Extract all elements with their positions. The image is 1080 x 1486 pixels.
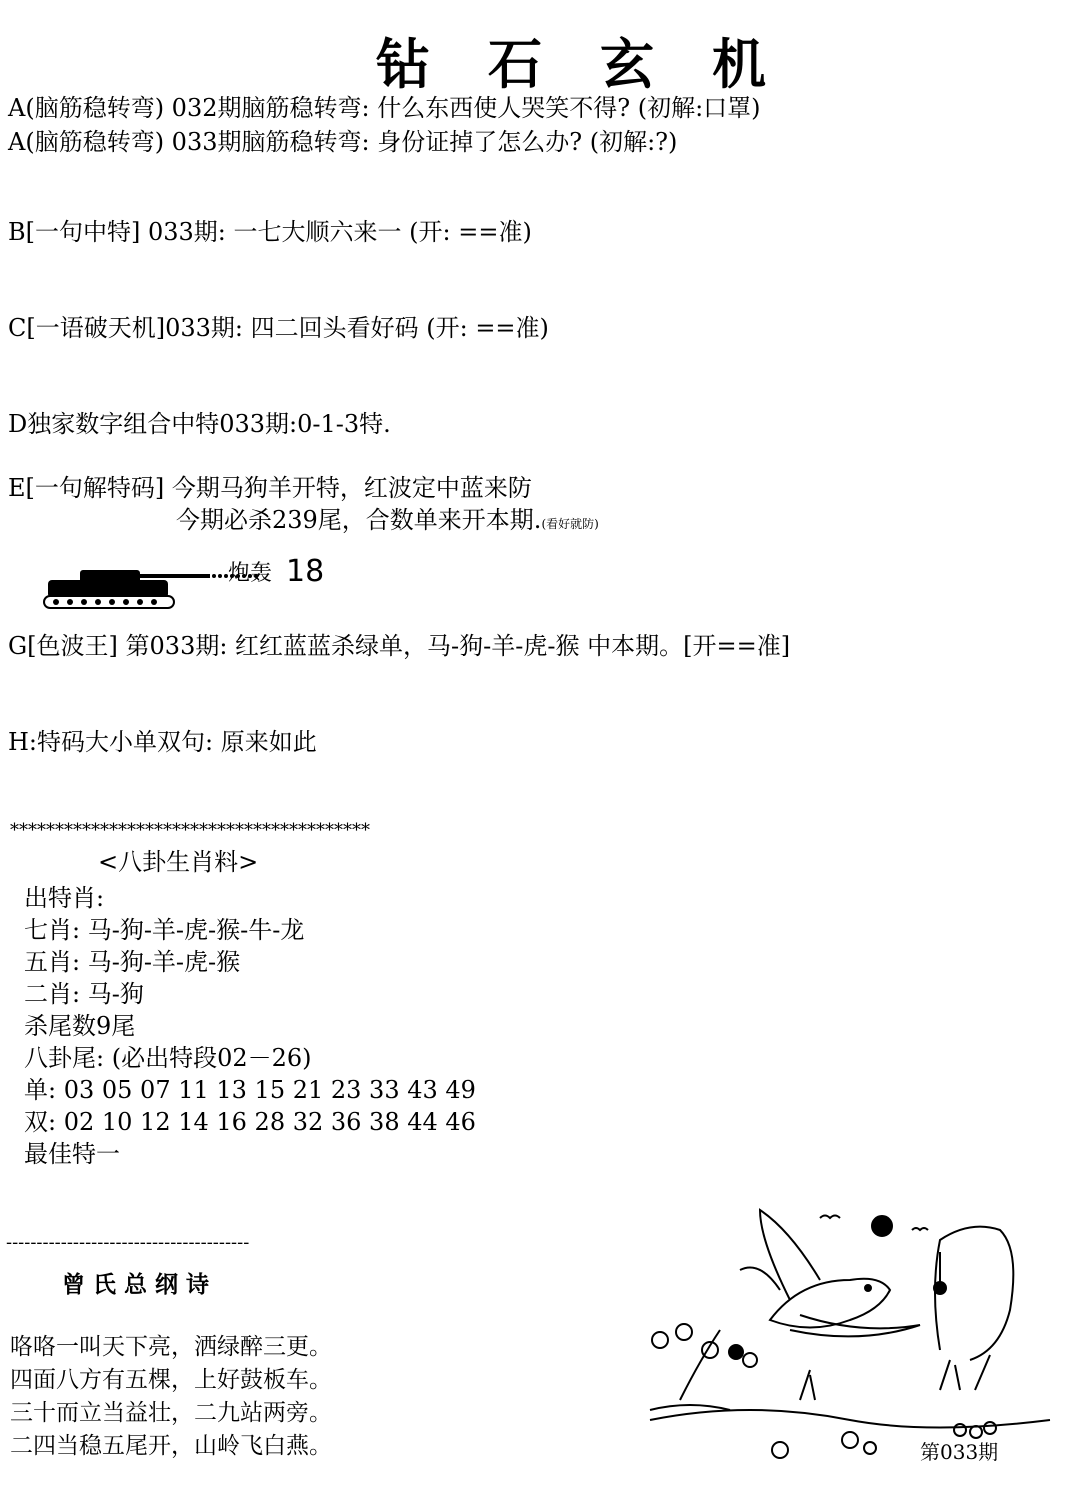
bagua-line-7: 单: 03 05 07 11 13 15 21 23 33 43 49 <box>24 1076 476 1104</box>
bagua-line-8: 双: 02 10 12 14 16 28 32 36 38 44 46 <box>24 1108 476 1136</box>
dash-divider: ---------------------------------------- <box>6 1232 250 1253</box>
page-title: 钻石玄机 <box>376 32 824 96</box>
poem-line-1: 咯咯一叫天下亮，洒绿醉三更。 <box>10 1334 332 1360</box>
section-e-note: (看好就防) <box>541 517 599 531</box>
bagua-line-2: 七肖: 马-狗-羊-虎-猴-牛-龙 <box>24 916 305 944</box>
section-b: B[一句中特] 033期: 一七大顺六来一 (开: ==准) <box>8 218 532 246</box>
bagua-line-9: 最佳特一 <box>24 1140 120 1168</box>
section-h: H:特码大小单双句: 原来如此 <box>8 728 317 756</box>
section-e-line-2-text: 今期必杀239尾，合数单来开本期. <box>176 506 542 534</box>
section-c: C[一语破天机]033期: 四二回头看好码 (开: ==准) <box>8 314 549 342</box>
section-g: G[色波王] 第033期: 红红蓝蓝杀绿单，马-狗-羊-虎-猴 中本期。[开==准] <box>8 632 791 660</box>
bagua-line-1: 出特肖: <box>24 884 105 912</box>
poem-line-2: 四面八方有五棵，上好鼓板车。 <box>10 1367 332 1393</box>
issue-label: 第033期 <box>920 1440 999 1464</box>
bagua-line-4: 二肖: 马-狗 <box>24 980 144 1008</box>
poem-line-3: 三十而立当益壮，二九站两旁。 <box>10 1400 332 1426</box>
section-a-line-2: A(脑筋稳转弯) 033期脑筋稳转弯: 身份证掉了怎么办? (初解:?) <box>8 128 678 156</box>
stars-divider: **************************************** <box>10 820 370 841</box>
poem-line-4: 二四当稳五尾开，山岭飞白燕。 <box>10 1433 332 1459</box>
bagua-line-6: 八卦尾: (必出特段02－26) <box>24 1044 312 1072</box>
section-e-line-2 <box>176 500 599 535</box>
cannon-label: 炮轰 <box>228 561 273 586</box>
section-e-line-1: E[一句解特码] 今期马狗羊开特，红波定中蓝来防 <box>8 474 532 502</box>
section-a-line-1: A(脑筋稳转弯) 032期脑筋稳转弯: 什么东西使人哭笑不得? (初解:口罩) <box>8 94 761 122</box>
section-d: D独家数字组合中特033期:0-1-3特. <box>8 410 391 438</box>
bagua-line-3: 五肖: 马-狗-羊-虎-猴 <box>24 948 241 976</box>
bagua-title: <八卦生肖料> <box>98 848 259 876</box>
bird-illustration <box>640 1200 1060 1470</box>
poem-title: 曾 氏 总 纲 诗 <box>62 1271 210 1298</box>
cannon-number: 18 <box>286 554 325 589</box>
bagua-line-5: 杀尾数9尾 <box>24 1012 136 1040</box>
